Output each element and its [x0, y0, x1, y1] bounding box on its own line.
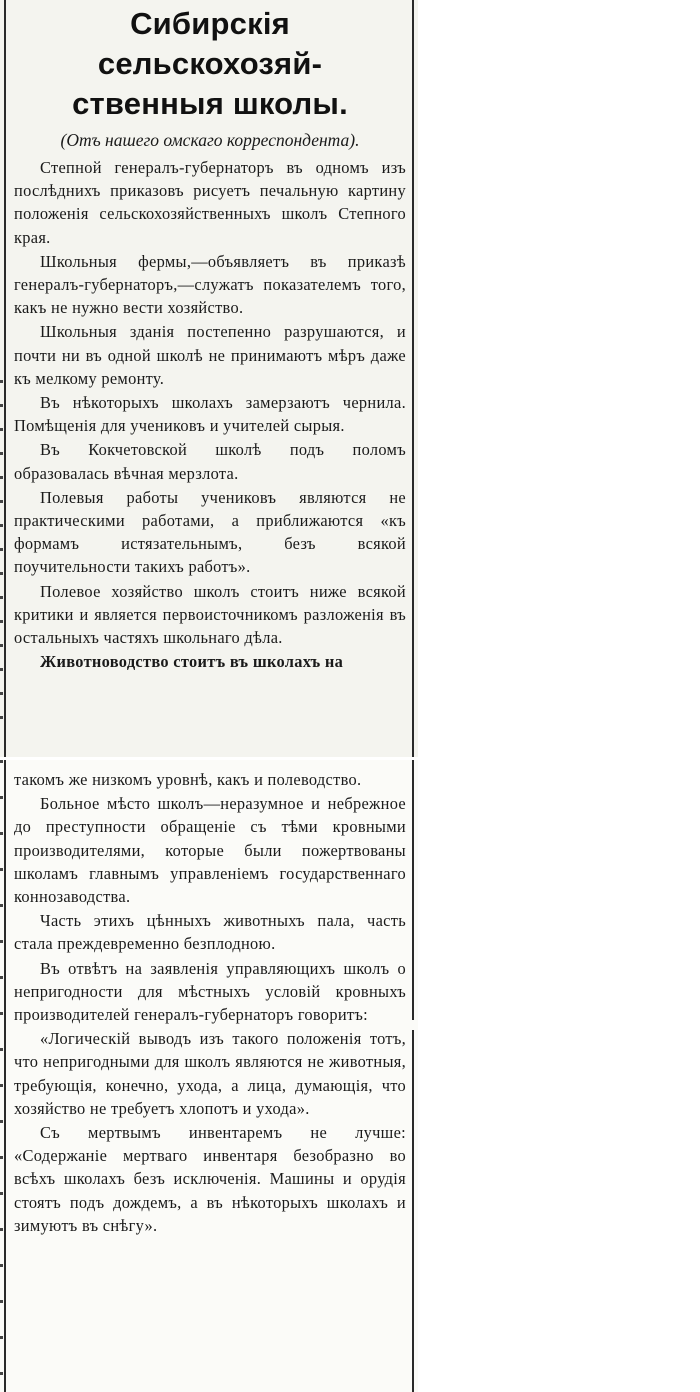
paragraph: Полевое хозяйство школъ стоитъ ниже всякой критики и является первоисточникомъ разложенія въ остальныхъ частяхъ школьнаго дѣла. [14, 581, 406, 648]
paragraph: Часть этихъ цѣнныхъ животныхъ пала, часть стала преждевременно безплодною. [14, 911, 406, 954]
blank-margin [418, 0, 700, 1392]
paragraph: Въ Кокчетовской школѣ подъ поломъ образовалась вѣчная мерзлота. [14, 440, 406, 483]
paragraph: Съ мертвымъ инвентаремъ не лучше: «Содержаніе мертваго инвентаря безобразно во всѣхъ школахъ безъ исключенія. Машины и орудія стоятъ подъ дождемъ, а въ нѣкоторыхъ школахъ и зимуютъ въ снѣгу». [14, 1123, 406, 1235]
paragraph-continuation: такомъ же низкомъ уровнѣ, какъ и полеводство. [14, 770, 362, 789]
paragraph: Въ нѣкоторыхъ школахъ замерзаютъ чернила. Помѣщенія для учениковъ и учителей сырыя. [14, 393, 406, 436]
article-title [14, 4, 406, 124]
paragraph: Въ отвѣтъ на заявленія управляющихъ школъ о непригодности для мѣстныхъ условій кровныхъ производителей генералъ-губернаторъ говоритъ: [14, 958, 406, 1025]
paragraph-continued: Животноводство стоитъ въ школахъ на [40, 652, 344, 672]
article-byline: (Отъ нашего омскаго корреспондента). [60, 130, 360, 150]
article-column-bottom [14, 768, 406, 1237]
torn-edge-marks [0, 760, 3, 1380]
clipping-part-top [0, 0, 418, 757]
paragraph: Больное мѣсто школъ—неразумное и небрежное до преступности обращеніе съ тѣми кровными производителями, которые были пожертвованы школамъ главнымъ управленіемъ государственнаго коннозаводства. [14, 794, 406, 907]
paragraph: Степной генералъ-губернаторъ въ одномъ изъ послѣднихъ приказовъ рисуетъ печальную картину положенія сельскохозяйственныхъ школъ Степного края. [14, 158, 406, 247]
paragraph: Школьныя фермы,—объявляетъ въ приказѣ генералъ-губернаторъ,—служатъ показателемъ того, какъ не нужно вести хозяйство. [14, 251, 406, 318]
column-rule-right [412, 760, 414, 1020]
article-title-line-2: ственныя школы. [72, 86, 348, 121]
article-column-top [14, 4, 406, 673]
paragraph: Школьныя зданія постепенно разрушаются, и почти ни въ одной школѣ не принимаютъ мѣръ даже къ мелкому ремонту. [14, 322, 406, 388]
paragraph-quote: «Логическій выводъ изъ такого положенія тотъ, что непригодными для школъ являются не животныя, требующія, конечно, ухода, а лица, думающія, что хозяйство не требуетъ хлопотъ и ухода». [14, 1029, 406, 1118]
column-rule-right-lower [412, 1030, 414, 1392]
column-rule-right [412, 0, 414, 757]
article-title-line-1: Сибирскія сельскохозяй- [97, 6, 323, 81]
paragraph: Полевыя работы учениковъ являются не практическими работами, а приближаются «къ формамъ истязательнымъ, безъ всякой поучительности такихъ работъ». [14, 487, 406, 577]
column-rule-left [4, 760, 6, 1392]
column-rule-left [4, 0, 6, 757]
torn-edge-marks [0, 380, 3, 720]
clipping-part-bottom [0, 760, 418, 1392]
